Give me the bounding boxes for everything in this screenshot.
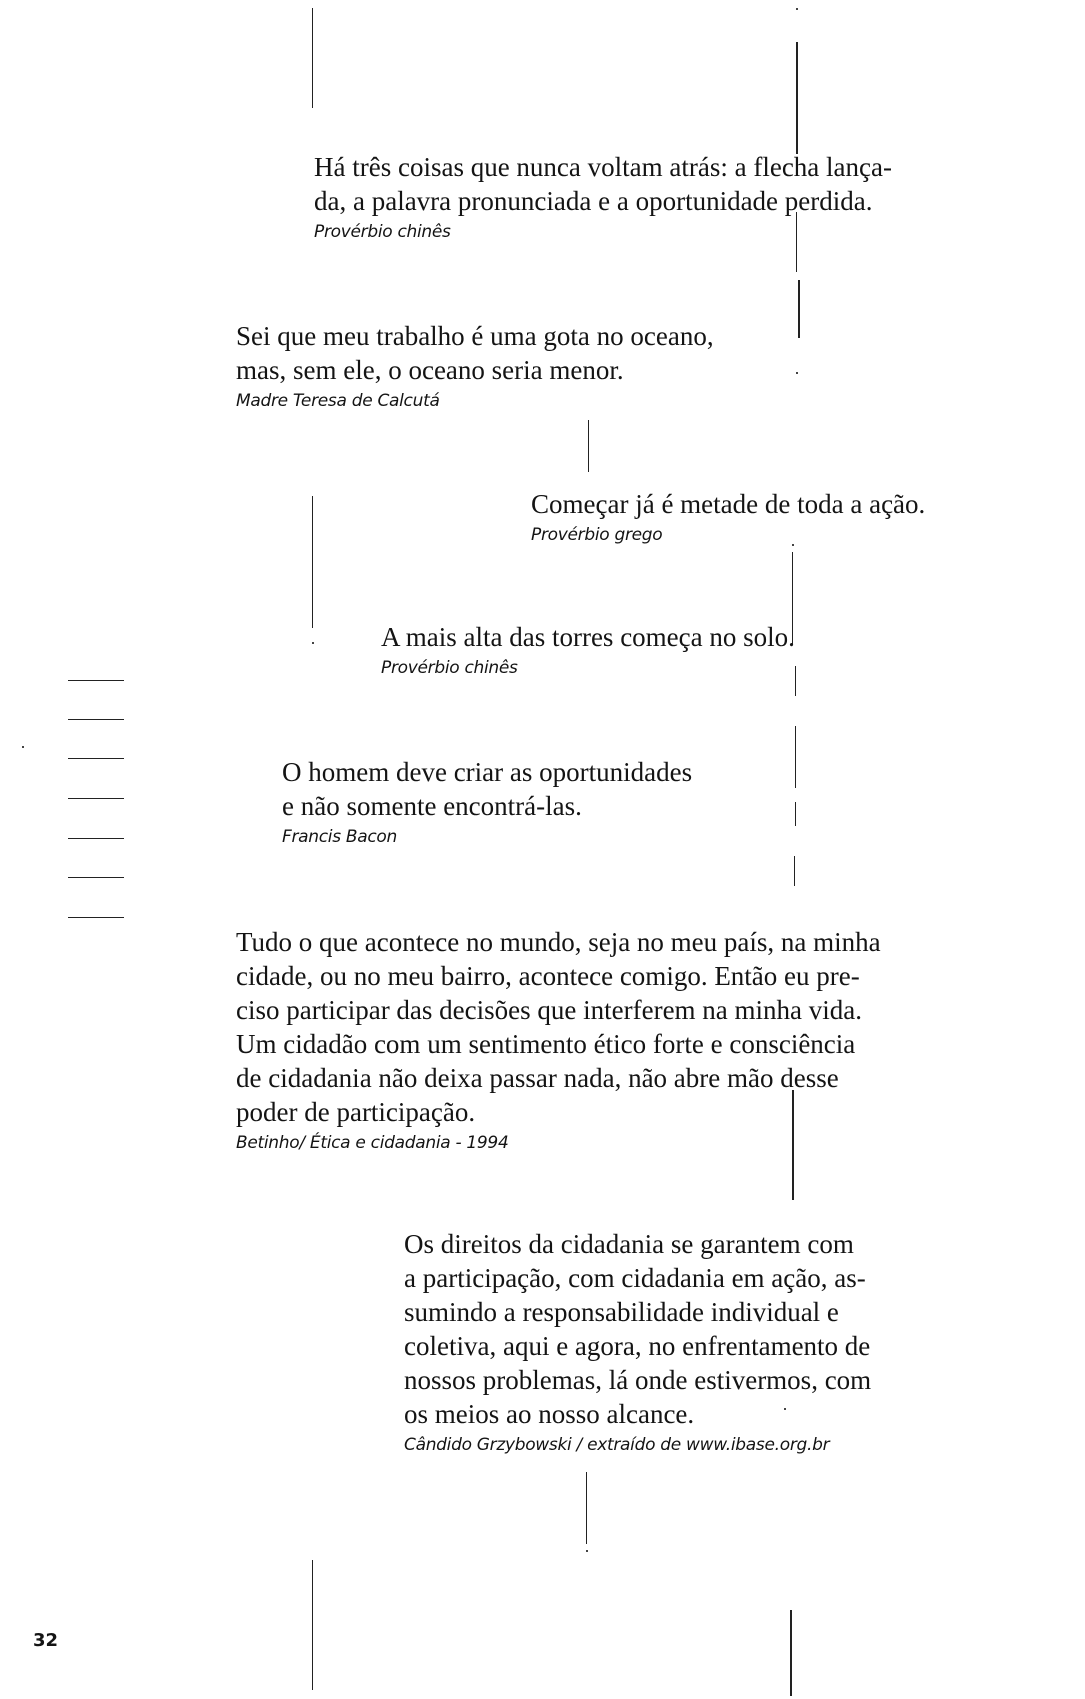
quote-text (236, 925, 881, 1129)
quote-author: Provérbio chinês (314, 222, 451, 242)
margin-tick (68, 758, 124, 759)
margin-tick (68, 719, 124, 720)
vertical-rule (312, 1560, 313, 1690)
vertical-rule (588, 420, 589, 472)
quote-author: Francis Bacon (282, 827, 397, 847)
quote-line: os meios ao nosso alcance. (404, 1399, 695, 1429)
dot-mark (796, 372, 798, 374)
margin-tick (68, 838, 124, 839)
vertical-rule (586, 1472, 587, 1544)
quote-line: A mais alta das torres começa no solo. (381, 622, 795, 652)
margin-tick (68, 798, 124, 799)
quote-line: sumindo a responsabilidade individual e (404, 1297, 839, 1327)
quote-author: Cândido Grzybowski / extraído de www.ibase.org.br (404, 1435, 830, 1455)
quote-line: cidade, ou no meu bairro, acontece comigo. Então eu pre- (236, 961, 860, 991)
quote-text (404, 1227, 871, 1431)
dot-mark (22, 746, 24, 748)
quote-text (531, 487, 925, 521)
quote-block (314, 150, 892, 244)
vertical-rule (312, 496, 313, 628)
vertical-rule (794, 856, 795, 886)
quote-author: Provérbio chinês (381, 658, 518, 678)
margin-tick (68, 917, 124, 918)
quote-line: Começar já é metade de toda a ação. (531, 489, 926, 519)
quote-text (314, 150, 892, 218)
vertical-rule (312, 8, 313, 108)
vertical-rule (795, 802, 796, 826)
quote-line: Um cidadão com um sentimento ético forte e consciência (236, 1029, 856, 1059)
quote-line: ciso participar das decisões que interferem na minha vida. (236, 995, 863, 1025)
quote-text (381, 620, 795, 654)
vertical-rule (790, 1610, 792, 1696)
margin-tick (68, 877, 124, 878)
dot-mark (312, 642, 314, 644)
vertical-rule (796, 42, 798, 154)
quote-line: O homem deve criar as oportunidades (282, 757, 693, 787)
vertical-rule (798, 280, 800, 338)
quote-line: nossos problemas, lá onde estivermos, com (404, 1365, 872, 1395)
quote-block (236, 319, 714, 413)
vertical-rule (795, 726, 796, 788)
quote-author: Madre Teresa de Calcutá (236, 391, 440, 411)
vertical-rule (795, 666, 796, 696)
page-number: 32 (33, 1630, 59, 1651)
quote-line: e não somente encontrá-las. (282, 791, 582, 821)
quote-block (282, 755, 692, 849)
dot-mark (796, 8, 798, 10)
quote-line: Há três coisas que nunca voltam atrás: a flecha lança- (314, 152, 892, 182)
quote-line: de cidadania não deixa passar nada, não abre mão desse (236, 1063, 839, 1093)
quote-line: a participação, com cidadania em ação, as- (404, 1263, 866, 1293)
quote-text (236, 319, 714, 387)
quote-block (404, 1227, 871, 1457)
quote-line: Os direitos da cidadania se garantem com (404, 1229, 854, 1259)
margin-tick (68, 680, 124, 681)
quote-text (282, 755, 692, 823)
quote-author: Betinho/ Ética e cidadania - 1994 (236, 1133, 509, 1153)
quote-line: mas, sem ele, o oceano seria menor. (236, 355, 624, 385)
dot-mark (586, 1550, 588, 1552)
quote-author: Provérbio grego (531, 525, 663, 545)
quote-line: Tudo o que acontece no mundo, seja no meu país, na minha (236, 927, 881, 957)
quote-block (381, 620, 795, 680)
quote-block (236, 925, 881, 1155)
quote-line: da, a palavra pronunciada e a oportunidade perdida. (314, 186, 873, 216)
quote-line: coletiva, aqui e agora, no enfrentamento de (404, 1331, 871, 1361)
quote-line: poder de participação. (236, 1097, 476, 1127)
quote-line: Sei que meu trabalho é uma gota no oceano, (236, 321, 714, 351)
quote-block (531, 487, 925, 547)
